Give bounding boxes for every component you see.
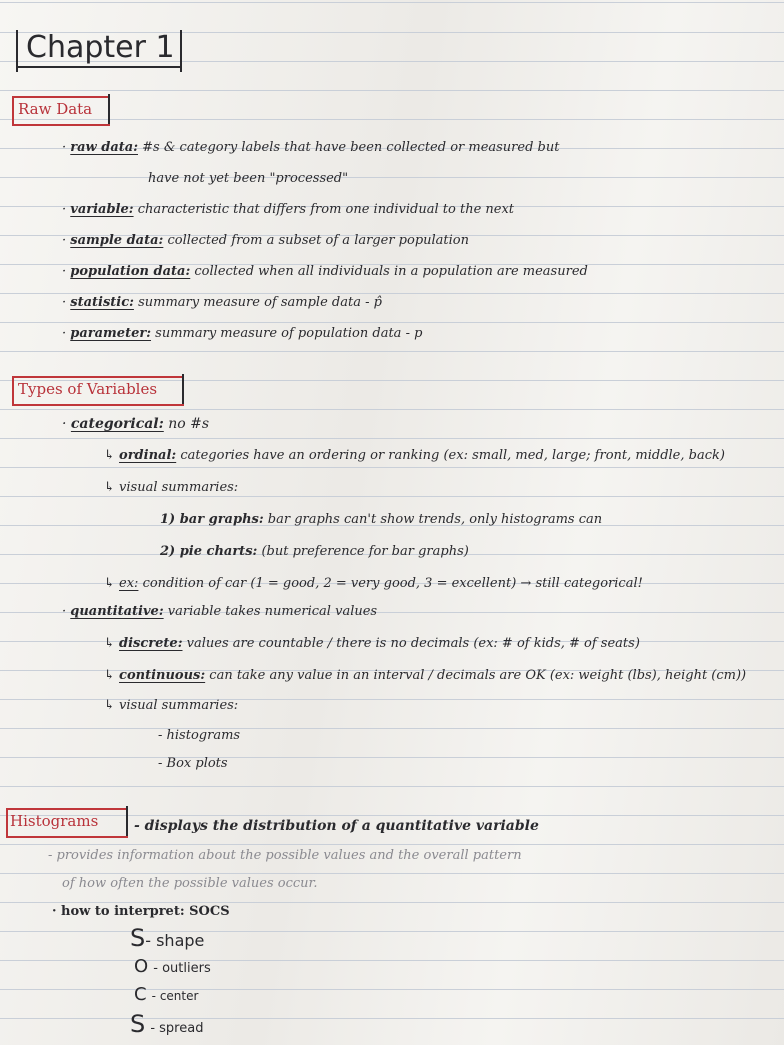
boxplots-item: - Box plots <box>158 756 228 771</box>
socs-o-outliers: O - outliers <box>134 956 211 977</box>
raw-item-5: · statistic: summary measure of sample data - p̂ <box>62 295 382 310</box>
raw-item-6: · parameter: summary measure of population data - p <box>62 326 423 341</box>
ordinal-line: ↳ ordinal: categories have an ordering or ranking (ex: small, med, large; front, middle, back) <box>104 448 725 463</box>
visual-summaries-cat: ↳ visual summaries: <box>104 480 239 495</box>
raw-item-2: · variable: characteristic that differs from one individual to the next <box>62 202 515 217</box>
histograms-line-2: of how often the possible values occur. <box>62 876 318 891</box>
raw-data-box-edge <box>108 94 110 124</box>
title-right-bar <box>180 30 182 72</box>
chapter-title: Chapter 1 <box>26 30 175 65</box>
title-underline <box>18 66 180 68</box>
socs-c-center: C - center <box>134 984 199 1005</box>
histograms-item: - histograms <box>158 728 241 743</box>
socs-s-spread: S - spread <box>130 1010 204 1038</box>
how-to-interpret: · how to interpret: SOCS <box>52 904 230 919</box>
types-heading: Types of Variables <box>18 380 158 398</box>
types-box-edge <box>182 374 184 404</box>
raw-item-1: · raw data: #s & category labels that have been collected or measured but <box>62 140 560 155</box>
continuous-line: ↳ continuous: can take any value in an interval / decimals are OK (ex: weight (lbs), height (cm)) <box>104 668 747 683</box>
histograms-box-edge <box>126 806 128 836</box>
raw-item-1-cont: have not yet been "processed" <box>148 171 349 186</box>
categorical-line: · categorical: no #s <box>62 416 210 432</box>
socs-s-shape: S- shape <box>130 924 205 952</box>
discrete-line: ↳ discrete: values are countable / there is no decimals (ex: # of kids, # of seats) <box>104 636 640 651</box>
histograms-lead: - displays the distribution of a quantitative variable <box>134 818 539 834</box>
histograms-heading: Histograms <box>10 812 99 830</box>
raw-data-heading: Raw Data <box>18 100 93 118</box>
bar-graphs-line: 1) bar graphs: bar graphs can't show trends, only histograms can <box>160 512 603 527</box>
visual-summaries-quant: ↳ visual summaries: <box>104 698 239 713</box>
pie-charts-line: 2) pie charts: (but preference for bar graphs) <box>160 544 469 559</box>
raw-item-3: · sample data: collected from a subset of a larger population <box>62 233 470 248</box>
histograms-line-1: - provides information about the possible values and the overall pattern <box>48 848 522 863</box>
quantitative-line: · quantitative: variable takes numerical values <box>62 604 378 619</box>
ex-line: ↳ ex: condition of car (1 = good, 2 = very good, 3 = excellent) → still categorical! <box>104 576 643 591</box>
raw-item-4: · population data: collected when all individuals in a population are measured <box>62 264 588 279</box>
